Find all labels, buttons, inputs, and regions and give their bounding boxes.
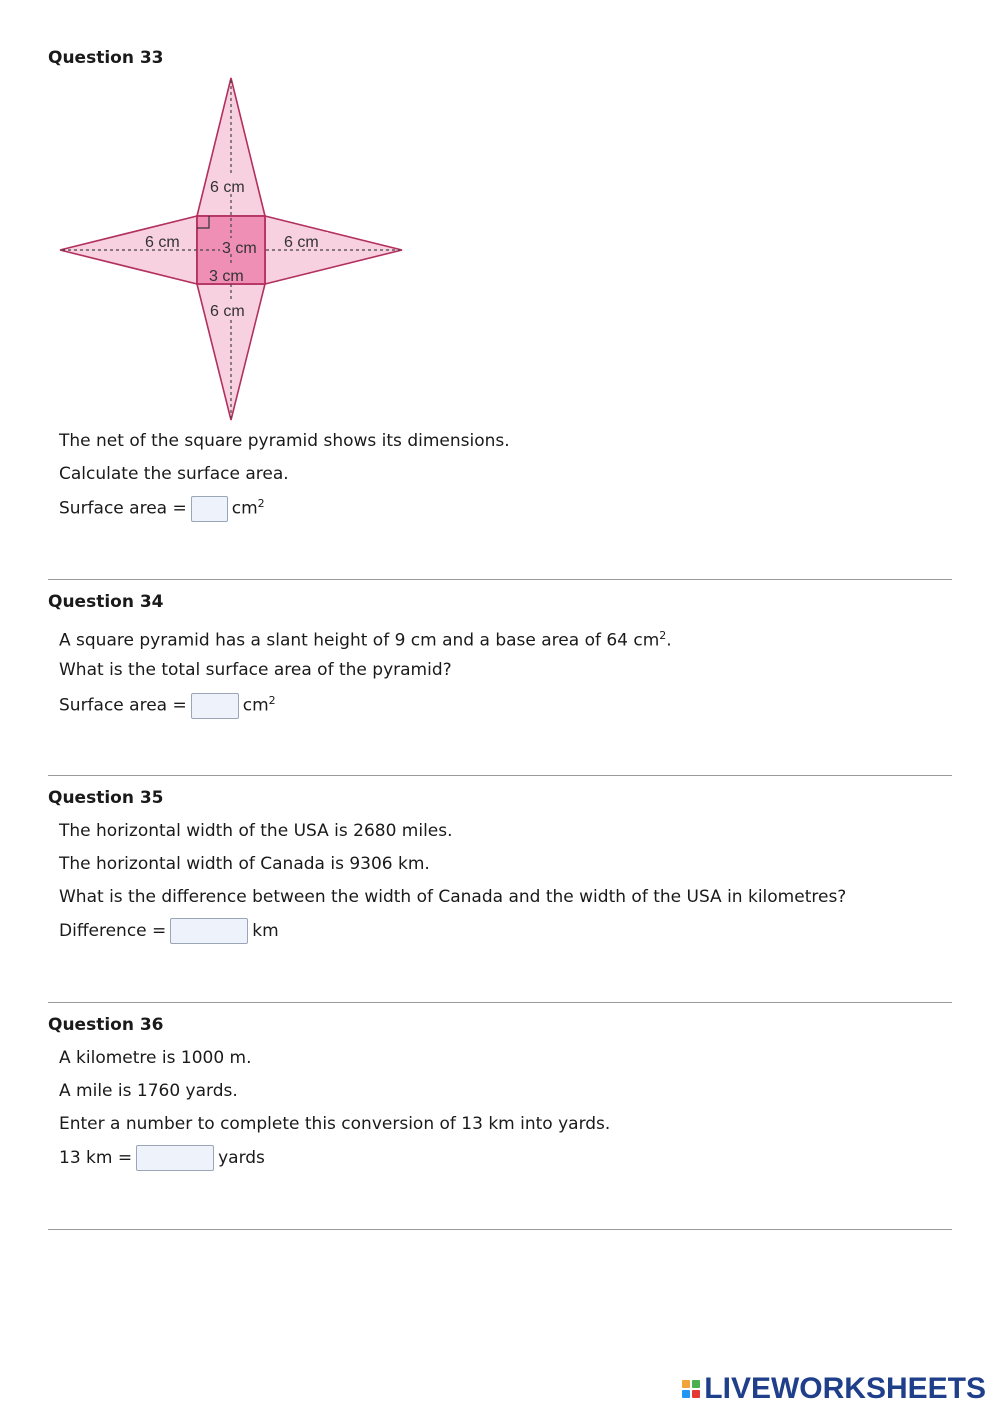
q34-text-1-end: . [666, 630, 672, 651]
q36-answer-input[interactable] [136, 1145, 214, 1171]
net-label-bottom: 6 cm [210, 303, 245, 320]
net-label-left: 6 cm [145, 234, 180, 251]
q35-unit: km [252, 921, 279, 941]
q33-answer-label: Surface area = [59, 498, 187, 519]
q35-answer-row [59, 918, 279, 944]
q35-answer-label: Difference = [59, 921, 167, 941]
q33-unit-exponent: 2 [257, 497, 265, 510]
net-label-square-right: 3 cm [222, 240, 257, 257]
net-label-top: 6 cm [210, 179, 245, 196]
question-36-title: Question 36 [48, 1015, 164, 1035]
q36-text-1: A kilometre is 1000 m. [59, 1048, 252, 1068]
q33-text-2: Calculate the surface area. [59, 464, 289, 484]
question-35-title: Question 35 [48, 788, 164, 808]
divider-4 [48, 1229, 952, 1230]
q36-answer-row [59, 1145, 265, 1171]
logo-mark-icon [682, 1380, 700, 1398]
q34-unit: cm [242, 695, 269, 716]
q36-unit: yards [218, 1148, 265, 1168]
q36-text-2: A mile is 1760 yards. [59, 1081, 238, 1101]
q34-unit-exponent: 2 [268, 694, 276, 707]
q35-text-3: What is the difference between the width of Canada and the width of the USA in kilometres? [59, 887, 847, 907]
net-label-square-bottom: 3 cm [209, 268, 244, 285]
divider-1 [48, 579, 952, 580]
q33-text-1: The net of the square pyramid shows its dimensions. [59, 431, 510, 451]
divider-3 [48, 1002, 952, 1003]
q33-unit: cm [231, 498, 258, 519]
q34-answer-row [59, 690, 276, 719]
q34-answer-input[interactable] [191, 693, 239, 719]
net-label-right: 6 cm [284, 234, 319, 251]
logo-text: LIVEWORKSHEETS [704, 1372, 986, 1405]
q34-text-1 [59, 625, 672, 652]
q33-answer-input[interactable] [191, 496, 228, 522]
liveworksheets-logo [682, 1372, 986, 1406]
q36-text-3: Enter a number to complete this conversion of 13 km into yards. [59, 1114, 611, 1134]
divider-2 [48, 775, 952, 776]
q35-answer-input[interactable] [170, 918, 248, 944]
q36-answer-label: 13 km = [59, 1148, 133, 1168]
q35-text-1: The horizontal width of the USA is 2680 miles. [59, 821, 453, 841]
question-34-title: Question 34 [48, 592, 164, 612]
question-33-title: Question 33 [48, 48, 164, 68]
q34-text-1-exponent: 2 [659, 629, 667, 642]
q34-answer-label: Surface area = [59, 695, 187, 716]
q33-answer-row [59, 493, 265, 522]
pyramid-net-diagram [56, 74, 406, 424]
q35-text-2: The horizontal width of Canada is 9306 km. [59, 854, 430, 874]
q34-text-2: What is the total surface area of the pyramid? [59, 660, 452, 680]
q34-text-1-main: A square pyramid has a slant height of 9 cm and a base area of 64 cm [59, 630, 660, 651]
